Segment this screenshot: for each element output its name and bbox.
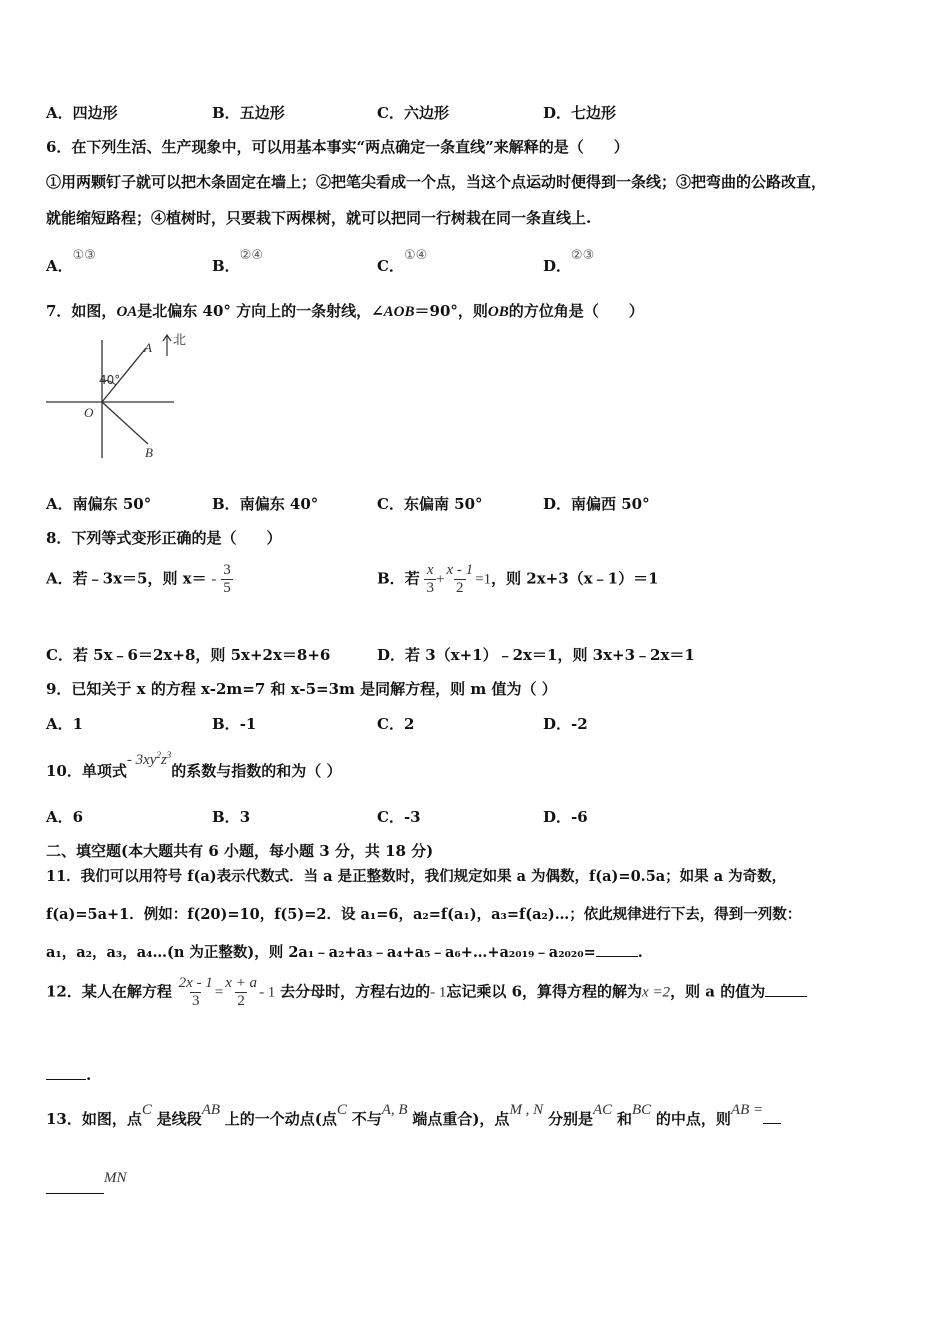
q6-option-b: B．②④ xyxy=(212,248,263,275)
q12-fraction2: $\frac{x + a}{2}$ xyxy=(225,975,258,1009)
q8-stem: 8．下列等式变形正确的是（ ） xyxy=(46,529,282,547)
q9-stem: 9．已知关于 x 的方程 x-2m=7 和 x-5=3m 是同解方程，则 m 值为（ ） xyxy=(46,680,557,698)
q8-b-fraction1: $\frac{x}{3}$ xyxy=(426,562,434,596)
q11-answer-blank xyxy=(596,956,638,957)
q11-line2: f(a)=5a+1．例如：f(20)=10，f(5)=2．设 a₁=6，a₂=f(a₁)，a₃=f(a₂)…；依此规律进行下去，得到一列数： xyxy=(46,906,802,923)
q12-answer-blank-a xyxy=(765,996,807,997)
q6-option-a: A．①③ xyxy=(46,248,96,275)
q7-option-c: C．东偏南 50° xyxy=(377,495,483,513)
q8-option-a: A．若﹣3x＝5，则 x＝ - $\frac{3}{5}$ xyxy=(46,562,231,596)
ray-ob xyxy=(102,402,148,444)
q9-option-c: C．2 xyxy=(377,715,415,733)
q7-option-d: D．南偏西 50° xyxy=(543,495,650,513)
q12-fraction1: $\frac{2x - 1}{3}$ xyxy=(178,975,213,1009)
label-angle: 40° xyxy=(99,373,121,387)
q8-option-b: B．若 $\frac{x}{3}$ + $\frac{x - 1}{2}$ =1，则 2x+3（x﹣1）＝1 xyxy=(377,562,659,596)
q13-stem: 13．如图，点C 是线段AB 上的一个动点(点C 不与A, B 端点重合)，点M , N 分别是AC 和BC 的中点，则AB = xyxy=(46,1098,781,1119)
q6-option-d: D．②③ xyxy=(543,248,595,275)
q10-monomial: - $3xy^2z^3$ xyxy=(126,750,172,768)
q5-option-d: D．七边形 xyxy=(543,104,617,122)
label-north: 北 xyxy=(173,333,187,348)
q7-option-a: A．南偏东 50° xyxy=(46,495,152,513)
q9-option-b: B．-1 xyxy=(212,715,257,733)
q8-b-fraction2: $\frac{x - 1}{2}$ xyxy=(446,562,474,596)
q6-body-line2: 就能缩短路程；④植树时，只要栽下两棵树，就可以把同一行树栽在同一条直线上. xyxy=(46,209,592,227)
q11-line3: a₁，a₂，a₃，a₄…(n 为正整数)，则 2a₁﹣a₂+a₃﹣a₄+a₅﹣a₆+…+a₂₀₁₉﹣a₂₀₂₀= . xyxy=(46,944,643,961)
q5-option-a: A．四边形 xyxy=(46,104,118,122)
q12-continuation: . xyxy=(46,1066,91,1084)
q13-answer-blank-b xyxy=(46,1193,104,1194)
q8-option-d: D．若 3（x+1）﹣2x＝1，则 3x+3﹣2x＝1 xyxy=(377,646,695,664)
q13-answer-blank-a xyxy=(763,1123,781,1124)
q8-option-c: C．若 5x﹣6＝2x+8，则 5x+2x＝8+6 xyxy=(46,646,331,664)
q5-option-c: C．六边形 xyxy=(377,104,449,122)
q10-option-d: D．-6 xyxy=(543,808,588,826)
q9-option-a: A．1 xyxy=(46,715,84,733)
q7-stem: 7．如图，OA是北偏东 40° 方向上的一条射线，∠AOB＝90°，则OB的方位角是（ ） xyxy=(46,302,644,320)
q6-stem: 6．在下列生活、生产现象中，可以用基本事实“两点确定一条直线”来解释的是（ ） xyxy=(46,138,629,156)
q11-line1: 11．我们可以用符号 f(a)表示代数式．当 a 是正整数时，我们规定如果 a 为偶数，f(a)=0.5a；如果 a 为奇数， xyxy=(46,868,787,885)
q10-option-c: C．-3 xyxy=(377,808,421,826)
q7-figure xyxy=(44,330,187,462)
q12-stem: 12．某人在解方程 $\frac{2x - 1}{3}$ = $\frac{x + a}{2}$ - 1 去分母时，方程右边的- 1忘记乘以 6，算得方程的解为x =2，则 a 的值为 xyxy=(46,975,807,1010)
q12-answer-blank-b xyxy=(46,1079,86,1080)
section2-title: 二、填空题(本大题共有 6 小题，每小题 3 分，共 18 分) xyxy=(46,842,434,860)
q7-option-b: B．南偏东 40° xyxy=(212,495,319,513)
label-o: O xyxy=(84,405,94,420)
q9-option-d: D．-2 xyxy=(543,715,588,733)
q10-option-a: A．6 xyxy=(46,808,84,826)
q5-option-b: B．五边形 xyxy=(212,104,285,122)
q8-a-fraction: $\frac{3}{5}$ xyxy=(223,562,231,596)
q6-option-c: C．①④ xyxy=(377,248,428,275)
label-b: B xyxy=(145,445,153,460)
q10-option-b: B．3 xyxy=(212,808,251,826)
q13-continuation: MN xyxy=(46,1168,127,1187)
label-a: A xyxy=(144,340,152,355)
q6-body-line1: ①用两颗钉子就可以把木条固定在墙上；②把笔尖看成一个点，当这个点运动时便得到一条线；③把弯曲的公路改直， xyxy=(46,173,827,191)
q10-stem: 10．单项式- $3xy^2z^3$的系数与指数的和为（ ） xyxy=(46,750,342,780)
